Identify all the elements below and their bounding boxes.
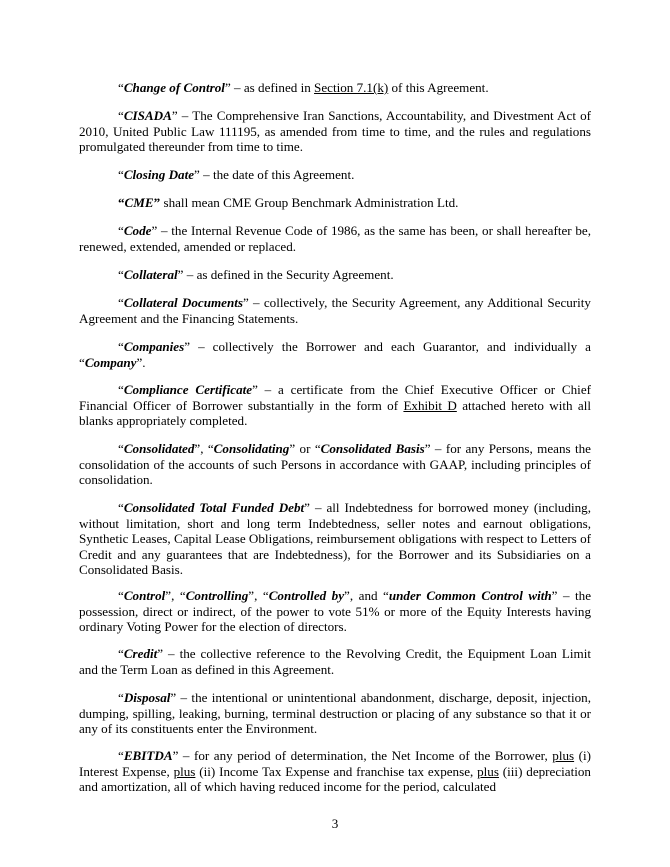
definition-text: shall mean CME Group Benchmark Administration Ltd. [160,195,459,210]
definition-change-of-control [79,80,591,96]
open-quote: “ [118,108,124,123]
defined-term: Controlling [185,588,249,603]
definition-text: (iii) depreciation and amortization, all of which having reduced income for the period, calculated [79,763,591,795]
definition-ebitda [79,748,591,795]
definition-text: (ii) Income Tax Expense and franchise tax expense, [195,763,478,779]
defined-term: Consolidated [123,441,195,456]
defined-term: Consolidating [213,441,290,456]
defined-term: CISADA [123,108,172,123]
defined-term: Controlled by [268,588,345,603]
definition-text: of this Agreement. [388,80,489,95]
definition-text: – the collective reference to the Revolving Credit, the Equipment Loan Limit and the Term Loan as defined in this Agreement. [79,646,591,677]
definition-text: – the intentional or unintentional abandonment, discharge, deposit, injection, dumping, spilling, leaking, burning, terminal destruction or placing of any substance so that it or any of its constituents enter the Environment. [79,690,591,737]
open-quote: “ [118,500,124,515]
open-quote: “ [118,441,124,456]
defined-term: Disposal [123,690,171,705]
defined-term: Consolidated Basis [320,441,425,456]
close-quote: ” [165,588,172,603]
close-quote: ” [151,223,158,238]
definition-cme [79,195,591,211]
open-quote: “ [118,267,124,282]
definition-text: attached hereto with all blanks appropriately completed. [79,397,592,429]
defined-term: under Common Control with [388,588,552,603]
close-quote: ” [243,295,249,310]
term-separator: , “ [171,588,186,603]
definition-text: – as defined in [230,80,315,95]
term-separator: , “ [200,441,214,456]
plus-term: plus [173,763,196,779]
page-number: 3 [331,816,339,831]
defined-term: Consolidated Total Funded Debt [123,500,305,515]
defined-term: Code [123,223,152,238]
close-quote: ” [184,339,191,354]
open-quote: “ [118,223,124,238]
definition-disposal [79,690,591,737]
definition-text: – for any period of determination, the Net Income of the Borrower, [178,748,553,763]
defined-term: Control [123,588,166,603]
definition-text: – for any Persons, means the consolidation of the accounts of such Persons in accordance with GAAP, including principles of consolidation. [79,441,591,488]
open-quote: “ [118,690,124,705]
definition-code [79,223,591,254]
defined-term: Collateral [123,267,178,282]
definition-consolidated-total-funded-debt [79,500,591,578]
definition-companies [79,339,591,370]
defined-term: Credit [123,646,158,661]
definition-text: (i) Interest Expense, [79,748,591,779]
definition-text: – as defined in the Security Agreement. [183,267,394,282]
open-quote: “ [118,748,124,763]
definition-closing-date [79,167,591,183]
exhibit-reference-link[interactable]: Exhibit D [403,397,457,413]
definition-consolidated [79,441,591,488]
definition-collateral [79,267,591,283]
close-quote: ” [153,195,161,210]
open-quote: “ [118,339,124,354]
defined-term: Change of Control [123,80,225,95]
definition-text: – a certificate from the Chief Executive Officer or Chief Financial Officer of Borrower substantially in the form of [79,382,591,413]
definition-collateral-documents [79,295,591,326]
close-quote: ” [157,646,164,661]
definition-cisada [79,108,591,155]
definition-credit [79,646,591,677]
definition-text: – collectively the Borrower and each Guarantor, and individually a [190,339,591,354]
definition-text: – collectively, the Security Agreement, any Additional Security Agreement and the Financing Statements. [79,295,591,326]
defined-term: Compliance Certificate [123,382,253,397]
definition-control [79,588,591,635]
defined-term: Collateral Documents [123,295,243,310]
open-quote: “ [79,354,85,370]
open-quote: “ [118,382,124,397]
definition-compliance-certificate [79,382,591,429]
defined-term: CME [124,195,154,210]
definition-text: – the Internal Revenue Code of 1986, as the same has been, or shall hereafter be, renewed, extended, amended or replaced. [79,223,591,254]
close-quote: ” [194,167,200,182]
definition-text: – The Comprehensive Iran Sanctions, Accountability, and Divestment Act of 2010, United Public Law 111195, as amended from time to time, and the rules and regulations promulgated thereunder from time to time. [79,108,591,155]
plus-term: plus [477,763,499,779]
definition-text: – the date of this Agreement. [199,167,355,182]
open-quote: “ [118,646,124,661]
close-quote: ” [194,441,201,456]
open-quote: “ [118,195,125,210]
defined-term: Company [84,354,137,370]
open-quote: “ [118,167,124,182]
close-quote: ” [551,588,558,603]
open-quote: “ [118,588,124,603]
definition-text: – all Indebtedness for borrowed money (including, without limitation, short and long term Indebtedness, seller notes and earnout obligations, Synthetic Leases, Capital Lease Obligations, reimbursement obligations with respect to Letters of Credit and any guarantees that are Indebtedness), for the Borrower and its Subsidiaries on a Consolidated Basis. [79,500,591,578]
defined-term: Closing Date [123,167,195,182]
open-quote: “ [118,295,124,310]
defined-term: EBITDA [123,748,173,763]
defined-term: Companies [123,339,185,354]
close-quote: ”. [136,354,146,370]
term-separator: ”, and “ [344,588,389,603]
definition-text: – the possession, direct or indirect, of the power to vote 51% or more of the Equity Interests having ordinary Voting Power for the election of directors. [79,588,592,635]
close-quote: ” [172,748,179,763]
open-quote: “ [118,80,124,95]
close-quote: ” [171,108,178,123]
close-quote: ” [224,80,231,95]
close-quote: ” [252,382,258,397]
close-quote: ” [177,267,184,282]
term-separator: ” or “ [289,441,321,456]
close-quote: ” [424,441,431,456]
term-separator: ”, “ [248,588,269,603]
close-quote: ” [170,690,177,705]
close-quote: ” [304,500,310,515]
plus-term: plus [552,748,575,763]
section-reference-link[interactable]: Section 7.1(k) [314,80,389,95]
